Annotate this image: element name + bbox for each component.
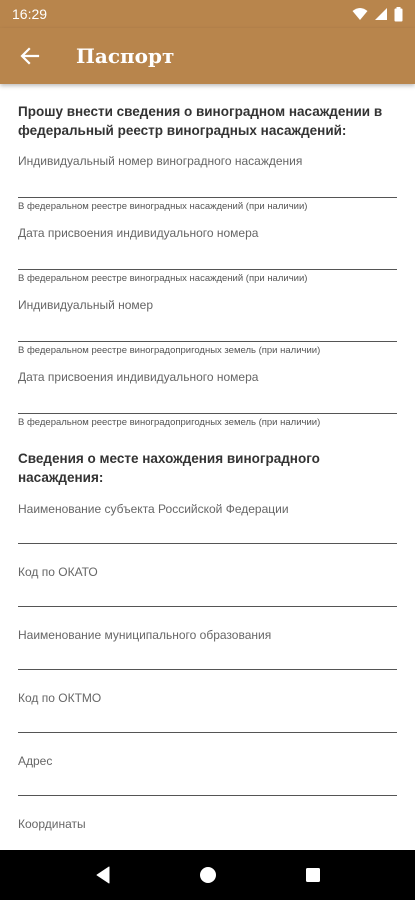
vineyard-number-date-input[interactable] [18, 241, 397, 270]
circle-home-icon [199, 866, 217, 884]
field-label: Координаты [18, 817, 86, 831]
section-title-location: Сведения о месте нахождения виноградного насаждения: [18, 451, 320, 485]
app-bar [0, 28, 415, 84]
field-land-number [18, 297, 397, 357]
field-label: Индивидуальный номер [18, 298, 154, 312]
field-address [18, 753, 397, 796]
field-hint: В федеральном реестре виноградных насаждений (при наличии) [18, 201, 308, 212]
field-vineyard-number-date [18, 225, 397, 285]
coordinates-input[interactable] [18, 832, 397, 850]
field-label: Дата присвоения индивидуального номера [18, 370, 259, 384]
address-input[interactable] [18, 769, 397, 796]
signal-icon [374, 7, 388, 21]
field-label: Код по ОКАТО [18, 565, 98, 579]
status-icons [352, 7, 403, 22]
field-label: Адрес [18, 754, 53, 768]
field-coordinates [18, 816, 397, 850]
land-number-date-input[interactable] [18, 385, 397, 414]
battery-icon [394, 7, 403, 22]
field-label: Индивидуальный номер виноградного насаждения [18, 154, 303, 168]
section-title-request: Прошу внести сведения о виноградном насаждении в федеральный реестр виноградных насаждений: [18, 104, 383, 138]
oktmo-input[interactable] [18, 706, 397, 733]
field-hint: В федеральном реестре виноградопригодных земель (при наличии) [18, 345, 321, 356]
nav-recents-button[interactable] [293, 855, 333, 895]
field-label: Наименование субъекта Российской Федерации [18, 502, 289, 516]
square-recents-icon [305, 867, 321, 883]
field-municipality [18, 627, 397, 670]
field-region-name [18, 501, 397, 544]
field-hint: В федеральном реестре виноградных насаждений (при наличии) [18, 273, 308, 284]
field-hint: В федеральном реестре виноградопригодных земель (при наличии) [18, 417, 321, 428]
status-bar [0, 0, 415, 28]
field-vineyard-number [18, 153, 397, 213]
status-time: 16:29 [12, 6, 48, 22]
municipality-input[interactable] [18, 643, 397, 670]
okato-input[interactable] [18, 580, 397, 607]
navigation-bar [0, 850, 415, 900]
field-label: Наименование муниципального образования [18, 628, 272, 642]
form-content[interactable] [0, 84, 415, 850]
field-oktmo [18, 690, 397, 733]
nav-home-button[interactable] [188, 855, 228, 895]
land-number-input[interactable] [18, 313, 397, 342]
field-label: Код по ОКТМО [18, 691, 102, 705]
wifi-icon [352, 7, 368, 21]
vineyard-number-input[interactable] [18, 169, 397, 198]
region-name-input[interactable] [18, 517, 397, 544]
page-title: Паспорт [76, 44, 175, 68]
nav-back-button[interactable] [83, 855, 123, 895]
triangle-back-icon [95, 866, 111, 884]
field-label: Дата присвоения индивидуального номера [18, 226, 259, 240]
arrow-left-icon [20, 46, 40, 66]
field-land-number-date [18, 369, 397, 429]
back-button[interactable] [0, 28, 60, 84]
field-okato [18, 564, 397, 607]
